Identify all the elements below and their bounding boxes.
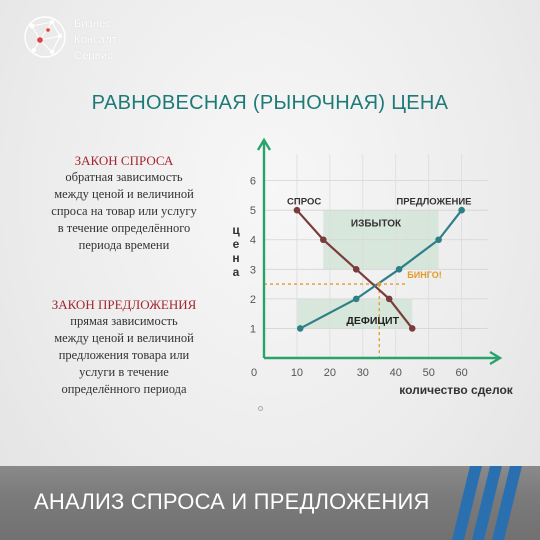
stripes-icon [452, 466, 532, 540]
logo-text [74, 16, 117, 64]
supply-law-line: прямая зависимость [70, 314, 178, 328]
x-tick-label: 50 [422, 367, 435, 379]
demand-point [386, 296, 393, 303]
y-tick-label: 2 [249, 293, 256, 306]
equilibrium-point [377, 282, 381, 286]
footer-title: АНАЛИЗ СПРОСА И ПРЕДЛОЖЕНИЯ [34, 489, 430, 514]
x-tick-label: 40 [389, 367, 402, 379]
y-tick-label: 4 [249, 234, 256, 247]
page-title: РАВНОВЕСНАЯ (РЫНОЧНАЯ) ЦЕНА [91, 92, 449, 114]
x-tick-label: 30 [356, 367, 369, 379]
demand-series-label: СПРОС [287, 196, 322, 208]
demand-point [353, 266, 360, 273]
demand-law-line: обратная зависимость [65, 170, 183, 184]
network-globe-icon [22, 14, 68, 60]
supply-point [297, 325, 304, 332]
equilibrium-label: БИНГО! [407, 270, 442, 281]
supply-series-label: ПРЕДЛОЖЕНИЕ [396, 196, 472, 208]
y-tick-label: 6 [249, 175, 256, 188]
x-tick-label: 10 [290, 367, 304, 379]
supply-law-block [28, 296, 220, 398]
supply-demand-chart [232, 136, 516, 406]
supply-point [353, 296, 360, 303]
x-axis-label: количество сделок [399, 383, 513, 397]
company-logo [22, 14, 132, 64]
surplus-label: ИЗБЫТОК [350, 218, 402, 230]
demand-law-line: периода времени [78, 238, 170, 252]
x-tick-label: 60 [455, 367, 468, 379]
x-tick-label: 0 [250, 367, 258, 379]
supply-point [458, 207, 465, 214]
supply-law-line: определённого периода [61, 382, 187, 396]
logo-line: Сервис [74, 50, 113, 62]
footer-banner [0, 466, 540, 540]
logo-line: Бизнес [74, 18, 112, 30]
demand-law-line: в течение определённого [57, 221, 191, 235]
logo-line: Консалт [74, 34, 118, 46]
demand-law-line: между ценой и величиной [54, 187, 194, 201]
supply-law-line: между ценой и величиной [54, 331, 194, 345]
supply-law-line: услуги в течение [79, 365, 169, 379]
supply-point [435, 236, 442, 243]
shortage-label: ДЕФИЦИТ [346, 315, 400, 327]
y-axis-label: ц е н а [232, 223, 240, 279]
decorative-dot [258, 406, 263, 411]
y-tick-label: 1 [249, 323, 256, 336]
supply-law-heading: ЗАКОН ПРЕДЛОЖЕНИЯ [51, 297, 197, 312]
demand-law-block [28, 152, 220, 254]
y-tick-label: 5 [249, 205, 256, 218]
demand-law-heading: ЗАКОН СПРОСА [74, 153, 174, 168]
supply-law-line: предложения товара или [58, 348, 190, 362]
demand-law-line: спроса на товар или услугу [51, 204, 197, 218]
y-tick-label: 3 [249, 264, 256, 277]
demand-point [320, 236, 327, 243]
x-tick-label: 20 [323, 367, 337, 379]
demand-point [409, 325, 416, 332]
supply-point [396, 266, 403, 273]
demand-point [294, 207, 301, 214]
